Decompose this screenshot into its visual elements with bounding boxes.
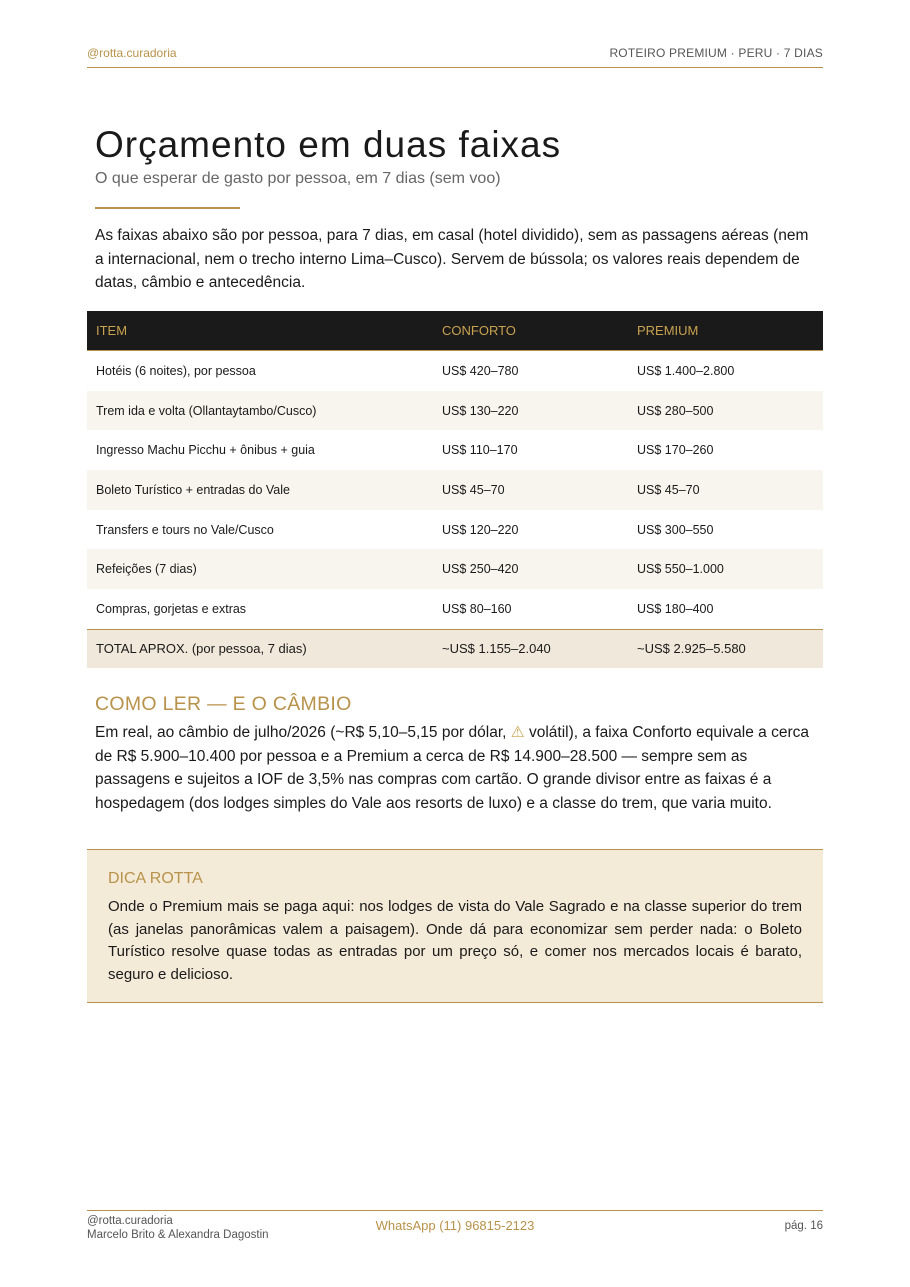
- cell-conforto: US$ 110–170: [442, 443, 518, 458]
- budget-table: [87, 311, 823, 668]
- footer-authors: Marcelo Brito & Alexandra Dagostin: [87, 1229, 269, 1241]
- cell-premium: US$ 550–1.000: [628, 549, 823, 589]
- header-item: ITEM: [87, 311, 433, 351]
- cell-conforto: US$ 80–160: [442, 601, 512, 616]
- cell-item: Trem ida e volta (Ollantaytambo/Cusco): [87, 391, 433, 431]
- cell-premium: US$ 180–400: [637, 601, 714, 616]
- cell-conforto: US$ 420–780: [442, 363, 519, 378]
- header-conforto: CONFORTO: [433, 311, 628, 351]
- cell-premium: US$ 45–70: [628, 470, 823, 510]
- page-header: [87, 46, 823, 68]
- section-body-part-2: volátil), a faixa Conforto equivale a cerca de R$ 5.900–10.400 por pessoa e a Premium a cerca de R$ 14.900–28.500 — sempre sem as passagens e sujeitos a IOF de 3,5% nas compras com cartão. O grande divisor entre as faixas é a hospedagem (dos lodges simples do Vale aos resorts de luxo) e a classe do trem, que varia muito.: [95, 724, 809, 812]
- cell-premium: US$ 280–500: [628, 391, 823, 431]
- total-premium: ~US$ 2.925–5.580: [628, 629, 823, 668]
- footer-page-number: pág. 16: [784, 1220, 823, 1232]
- table-row: [87, 549, 823, 589]
- warning-icon: ⚠: [510, 724, 525, 741]
- table-row: [87, 391, 823, 431]
- title-divider: [95, 207, 240, 209]
- cell-premium: US$ 300–550: [637, 522, 714, 537]
- tip-body: Onde o Premium mais se paga aqui: nos lodges de vista do Vale Sagrado e na classe superior do trem (as janelas panorâmicas valem a paisagem). Onde dá para economizar sem perder nada: o Boleto Turístico resolve quase todas as entradas por um preço só, e comer nos mercados locais é barato, seguro e delicioso.: [108, 898, 802, 983]
- tip-title: DICA ROTTA: [108, 870, 203, 887]
- section-body: [95, 721, 817, 815]
- footer-handle: @rotta.curadoria: [87, 1215, 173, 1227]
- section-title: COMO LER — E O CÂMBIO: [95, 693, 352, 715]
- table-row: [87, 510, 823, 550]
- header-handle: @rotta.curadoria: [87, 46, 177, 60]
- cell-premium: US$ 170–260: [637, 443, 714, 458]
- cell-item: Hotéis (6 noites), por pessoa: [96, 363, 256, 378]
- footer-whatsapp: WhatsApp (11) 96815-2123: [375, 1218, 535, 1233]
- table-header-row: [87, 311, 823, 351]
- cell-item: Boleto Turístico + entradas do Vale: [87, 470, 433, 510]
- intro-paragraph: As faixas abaixo são por pessoa, para 7 dias, em casal (hotel dividido), sem as passagens aéreas (nem a internacional, nem o trecho interno Lima–Cusco). Servem de bússola; os valores reais dependem de datas, câmbio e antecedência.: [95, 227, 809, 291]
- cell-conforto: US$ 130–220: [433, 391, 628, 431]
- cell-item: Compras, gorjetas e extras: [96, 601, 247, 616]
- cell-item: Refeições (7 dias): [87, 549, 433, 589]
- section-body-part-1: Em real, ao câmbio de julho/2026 (~R$ 5,10–5,15 por dólar,: [95, 724, 511, 741]
- page-subtitle: O que esperar de gasto por pessoa, em 7 dias (sem voo): [95, 170, 501, 187]
- table-row: [87, 589, 823, 629]
- page-footer: [87, 1210, 823, 1241]
- total-conforto: ~US$ 1.155–2.040: [433, 629, 628, 668]
- cell-premium: US$ 1.400–2.800: [637, 363, 735, 378]
- table-total-row: [87, 629, 823, 668]
- cell-conforto: US$ 250–420: [433, 549, 628, 589]
- table-row: [87, 351, 823, 391]
- page-title: Orçamento em duas faixas: [95, 124, 562, 165]
- cell-conforto: US$ 45–70: [433, 470, 628, 510]
- tip-box: [87, 849, 823, 1003]
- table-row: [87, 430, 823, 470]
- total-label: TOTAL APROX. (por pessoa, 7 dias): [87, 629, 433, 668]
- cell-item: Transfers e tours no Vale/Cusco: [96, 522, 274, 537]
- header-premium: PREMIUM: [628, 311, 823, 351]
- cell-conforto: US$ 120–220: [442, 522, 519, 537]
- cell-item: Ingresso Machu Picchu + ônibus + guia: [96, 443, 315, 458]
- table-row: [87, 470, 823, 510]
- header-doc-label: ROTEIRO PREMIUM · PERU · 7 DIAS: [609, 46, 823, 60]
